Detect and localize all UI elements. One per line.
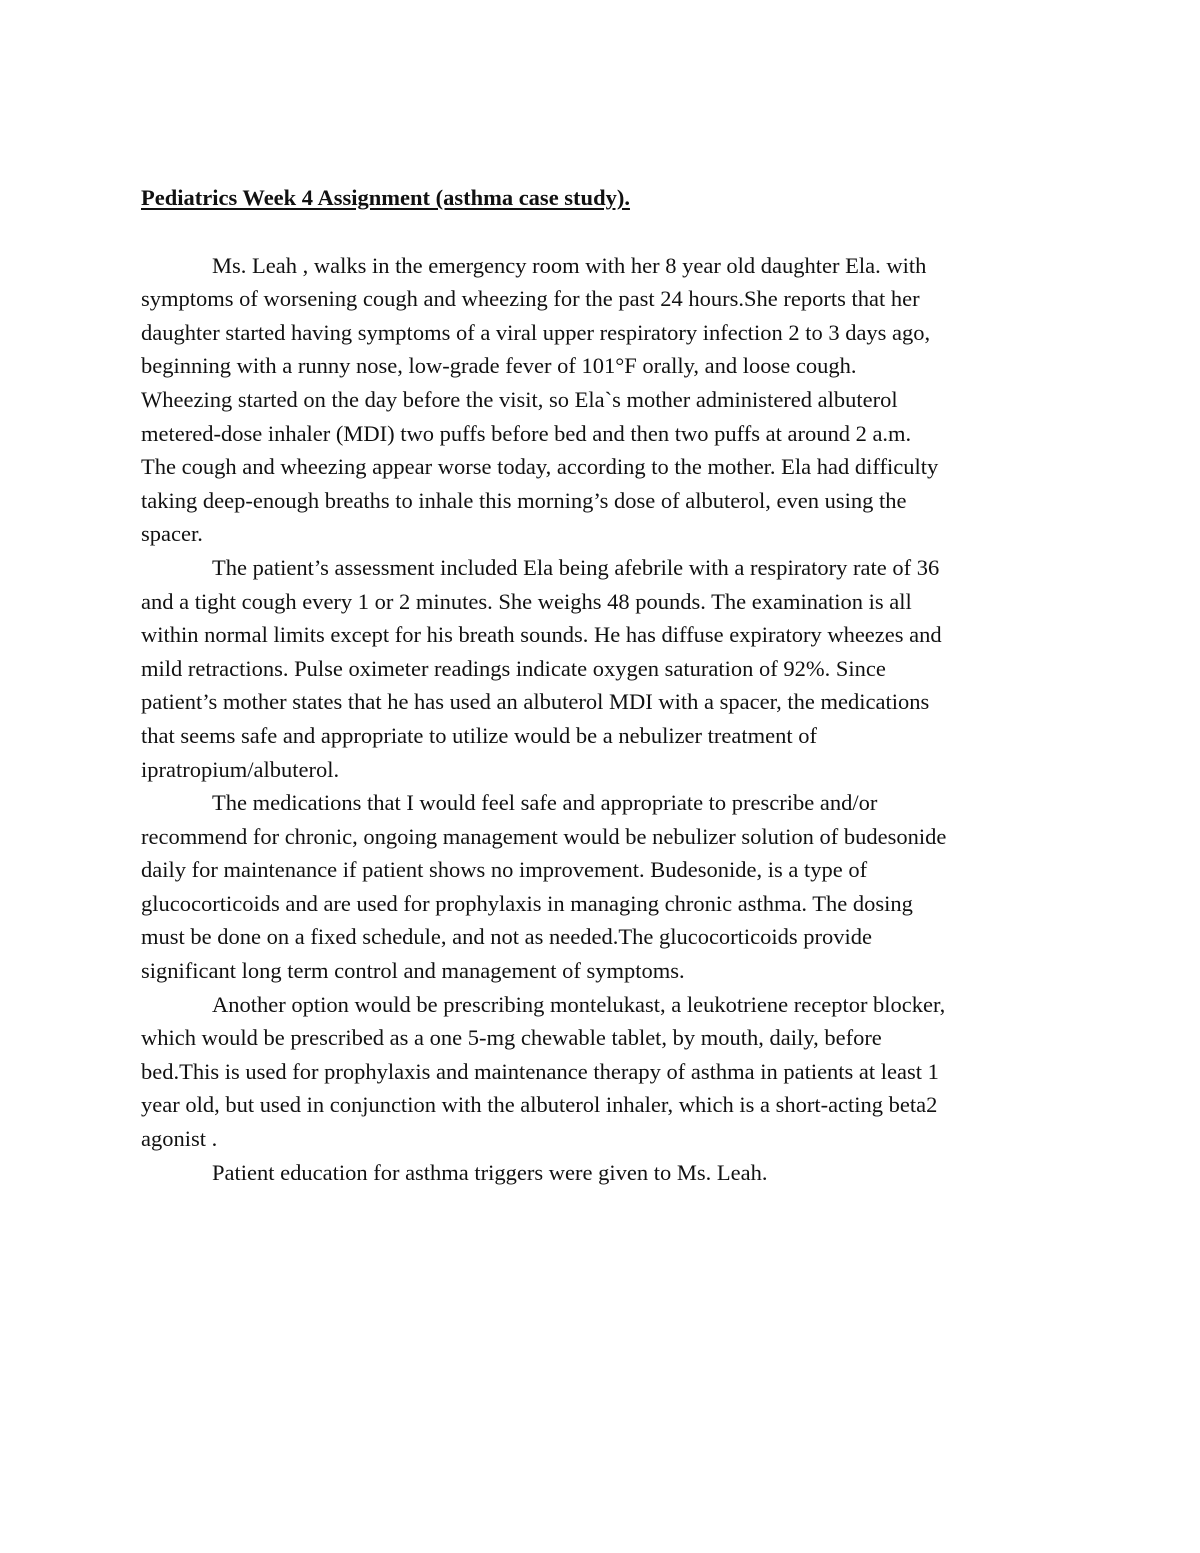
paragraph-line: glucocorticoids and are used for prophylaxis in managing chronic asthma. The dosing — [141, 890, 913, 916]
paragraph-line: taking deep-enough breaths to inhale this morning’s dose of albuterol, even using the — [141, 487, 907, 513]
paragraph-line: Another option would be prescribing montelukast, a leukotriene receptor blocker, — [212, 991, 946, 1017]
paragraph-line: mild retractions. Pulse oximeter readings indicate oxygen saturation of 92%. Since — [141, 655, 886, 681]
paragraph-line: year old, but used in conjunction with the albuterol inhaler, which is a short-acting beta2 — [141, 1092, 938, 1118]
paragraph-line: agonist . — [141, 1126, 218, 1152]
paragraph-line: The patient’s assessment included Ela being afebrile with a respiratory rate of 36 — [212, 554, 940, 580]
paragraph-line: symptoms of worsening cough and wheezing for the past 24 hours.She reports that her — [141, 286, 920, 312]
paragraph-line: daughter started having symptoms of a viral upper respiratory infection 2 to 3 days ago, — [141, 319, 931, 345]
document-title: Pediatrics Week 4 Assignment (asthma case study). — [141, 185, 630, 210]
paragraph-line: beginning with a runny nose, low-grade fever of 101°F orally, and loose cough. — [141, 353, 857, 379]
paragraph-montelukast — [141, 988, 1061, 1156]
paragraph-line: The medications that I would feel safe and appropriate to prescribe and/or — [212, 790, 878, 816]
paragraph-line: Patient education for asthma triggers were given to Ms. Leah. — [212, 1159, 768, 1185]
paragraph-line: must be done on a fixed schedule, and not as needed.The glucocorticoids provide — [141, 924, 873, 950]
paragraph-line: significant long term control and management of symptoms. — [141, 958, 685, 984]
paragraph-line: spacer. — [141, 521, 203, 547]
paragraph-line: daily for maintenance if patient shows no improvement. Budesonide, is a type of — [141, 857, 868, 883]
paragraph-education — [141, 1156, 1061, 1190]
paragraph-budesonide — [141, 786, 1061, 988]
paragraph-line: The cough and wheezing appear worse today, according to the mother. Ela had difficulty — [141, 454, 939, 480]
paragraph-line: ipratropium/albuterol. — [141, 756, 340, 782]
paragraph-line: bed.This is used for prophylaxis and maintenance therapy of asthma in patients at least 1 — [141, 1058, 939, 1084]
paragraph-line: and a tight cough every 1 or 2 minutes. She weighs 48 pounds. The examination is all — [141, 588, 912, 614]
paragraph-line: which would be prescribed as a one 5-mg chewable tablet, by mouth, daily, before — [141, 1025, 882, 1051]
paragraph-line: metered-dose inhaler (MDI) two puffs before bed and then two puffs at around 2 a.m. — [141, 420, 912, 446]
paragraph-line: recommend for chronic, ongoing management would be nebulizer solution of budesonide — [141, 823, 947, 849]
paragraph-line: that seems safe and appropriate to utilize would be a nebulizer treatment of — [141, 722, 817, 748]
paragraph-line: patient’s mother states that he has used an albuterol MDI with a spacer, the medications — [141, 689, 930, 715]
paragraph-visit-history — [141, 249, 1061, 551]
paragraph-line: within normal limits except for his breath sounds. He has diffuse expiratory wheezes and — [141, 622, 942, 648]
paragraph-line: Wheezing started on the day before the visit, so Ela`s mother administered albuterol — [141, 386, 898, 412]
paragraph-line: Ms. Leah , walks in the emergency room with her 8 year old daughter Ela. with — [212, 252, 927, 278]
document-body — [141, 181, 1061, 1189]
paragraph-assessment — [141, 551, 1061, 786]
